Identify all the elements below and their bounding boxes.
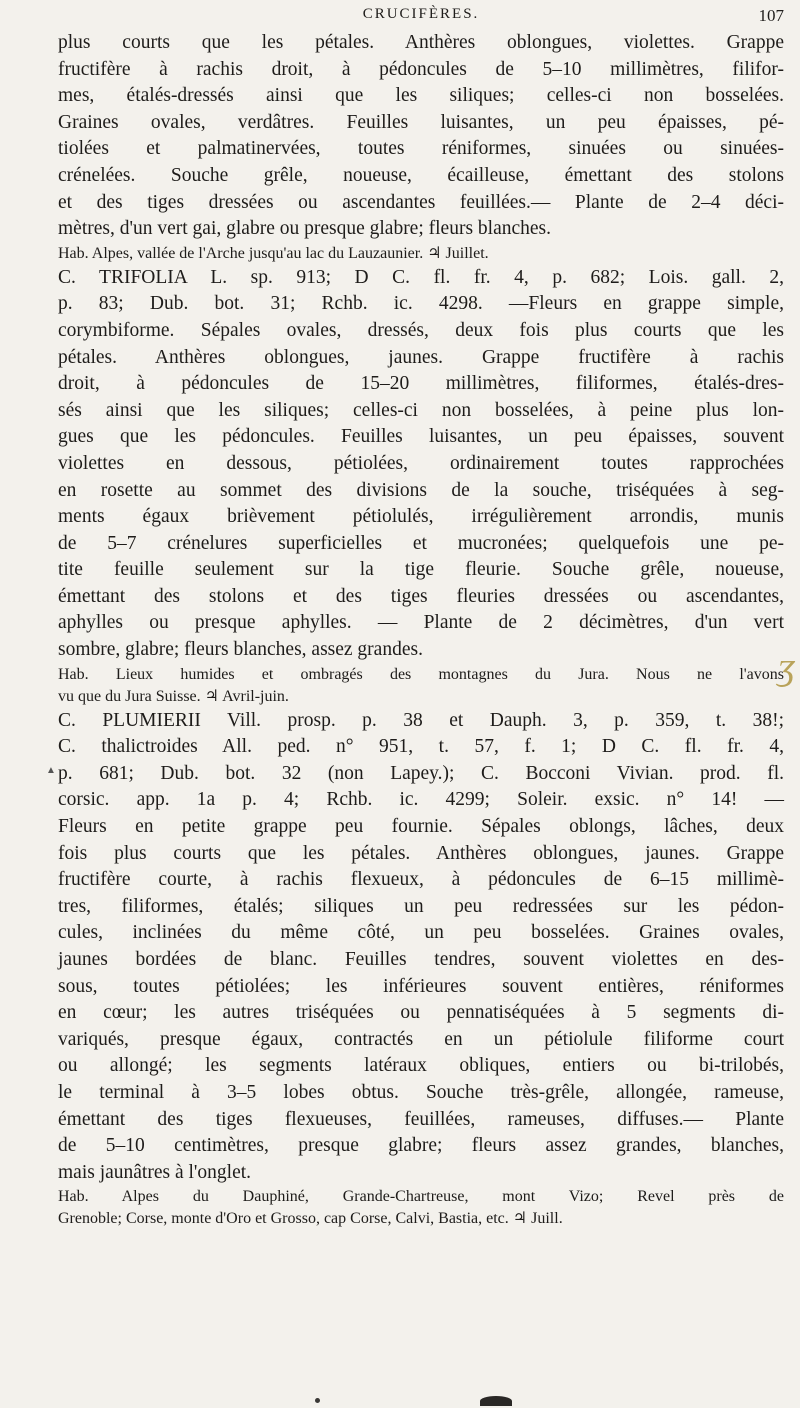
text-line: variqués, presque égaux, contractés en un pétiolule filiforme court xyxy=(58,1028,784,1050)
text-line: ments égaux brièvement pétiolulés, irrégulièrement arrondis, munis xyxy=(58,506,784,528)
text-line: pétales. Anthères oblongues, jaunes. Grappe fructifère à rachis xyxy=(58,346,784,368)
text-line: p. 83; Dub. bot. 31; Rchb. ic. 4298. —Fleurs en grappe simple, xyxy=(58,293,784,315)
habitat-note-2 xyxy=(58,664,784,708)
text-line: violettes en dessous, pétiolées, ordinairement toutes rapprochées xyxy=(58,452,784,474)
text-line: sombre, glabre; fleurs blanches, assez grandes. xyxy=(58,639,423,661)
text-line: sés ainsi que les siliques; celles-ci non bosselées, à peine plus lon- xyxy=(58,399,784,421)
text-line: fois plus courts que les pétales. Anthères oblongues, jaunes. Grappe xyxy=(58,842,784,864)
text-line: droit, à pédoncules de 15–20 millimètres, filiformes, étalés-dres- xyxy=(58,373,784,395)
text-line: gues que les pédoncules. Feuilles luisantes, un peu épaisses, souvent xyxy=(58,426,784,448)
text-line: C. PLUMIERII Vill. prosp. p. 38 et Dauph. 3, p. 359, t. 38!; xyxy=(58,709,784,731)
text-line: Hab. Alpes du Dauphiné, Grande-Chartreuse, mont Vizo; Revel près de xyxy=(58,1188,784,1206)
text-line: fructifère courte, à rachis flexueux, à pédoncules de 6–15 millimè- xyxy=(58,869,784,891)
text-line: Hab. Lieux humides et ombragés des montagnes du Jura. Nous ne l'avons xyxy=(58,665,784,683)
text-line: tite feuille seulement sur la tige fleurie. Souche grêle, noueuse, xyxy=(58,559,784,581)
text-line: corymbiforme. Sépales ovales, dressés, deux fois plus courts que les xyxy=(58,319,784,341)
text-line: aphylles ou presque aphylles. — Plante de 2 décimètres, d'un vert xyxy=(58,612,784,634)
text-line: émettant des stolons et des tiges fleuries dressées ou ascendantes, xyxy=(58,585,784,607)
text-line: plus courts que les pétales. Anthères oblongues, violettes. Grappe xyxy=(58,32,784,53)
text-line: mètres, d'un vert gai, glabre ou presque glabre; fleurs blanches. xyxy=(58,218,552,240)
entry-cardamine-trifolia xyxy=(58,265,784,664)
entry-cardamine-plumierii xyxy=(58,708,784,1187)
text-line: le terminal à 3–5 lobes obtus. Souche très-grêle, allongée, rameuse, xyxy=(58,1081,784,1103)
text-line: crénelées. Souche grêle, noueuse, écailleuse, émettant des stolons xyxy=(58,164,784,186)
text-line: corsic. app. 1a p. 4; Rchb. ic. 4299; Soleir. exsic. n° 14! — xyxy=(58,789,784,811)
text-line: p. 681; Dub. bot. 32 (non Lapey.); C. Bocconi Vivian. prod. fl. xyxy=(58,762,784,784)
text-line: tiolées et palmatinervées, toutes réniformes, sinuées ou sinuées- xyxy=(58,138,784,160)
text-line: tres, filiformes, étalés; siliques un peu redressées sur les pédon- xyxy=(58,895,784,917)
text-line: C. thalictroides All. ped. n° 951, t. 57, f. 1; D C. fl. fr. 4, xyxy=(58,736,784,758)
text-line: en rosette au sommet des divisions de la souche, triséquées à seg- xyxy=(58,479,784,501)
paragraph-1 xyxy=(58,30,784,243)
text-line: Grenoble; Corse, monte d'Oro et Grosso, cap Corse, Calvi, Bastia, etc. ♃ Juill. xyxy=(58,1210,563,1228)
ink-speck xyxy=(315,1398,320,1403)
header-title: CRUCIFÈRES. xyxy=(362,6,480,22)
text-line: mais jaunâtres à l'onglet. xyxy=(58,1161,252,1183)
text-line: de 5–10 centimètres, presque glabre; fleurs assez grandes, blanches, xyxy=(58,1135,784,1157)
text-line: Graines ovales, verdâtres. Feuilles luisantes, un peu épaisses, pé- xyxy=(58,111,784,133)
habitat-note-3 xyxy=(58,1186,784,1230)
margin-dot: ▲ xyxy=(46,765,56,776)
margin-pencil-mark: ʒ xyxy=(778,646,795,688)
ink-smudge xyxy=(480,1396,512,1406)
text-line: en cœur; les autres triséquées ou pennatiséquées à 5 segments di- xyxy=(58,1002,784,1024)
text-line: C. TRIFOLIA L. sp. 913; D C. fl. fr. 4, p. 682; Lois. gall. 2, xyxy=(58,266,784,288)
text-line: de 5–7 crénelures superficielles et mucronées; quelquefois une pe- xyxy=(58,532,784,554)
text-line: fructifère à rachis droit, à pédoncules de 5–10 millimètres, filifor- xyxy=(58,58,784,80)
text-line: ou allongé; les segments latéraux obliques, entiers ou bi-trilobés, xyxy=(58,1055,784,1077)
text-line: cules, inclinées du même côté, un peu bosselées. Graines ovales, xyxy=(58,922,784,944)
text-line: vu que du Jura Suisse. ♃ Avril-juin. xyxy=(58,687,289,705)
text-line: émettant des tiges flexueuses, feuillées, rameuses, diffuses.— Plante xyxy=(58,1108,784,1130)
text-line: mes, étalés-dressés ainsi que les siliques; celles-ci non bosselées. xyxy=(58,85,784,107)
page-body xyxy=(58,30,784,1230)
habitat-note-1 xyxy=(58,243,784,265)
page-number: 107 xyxy=(758,6,784,25)
text-line: jaunes bordées de blanc. Feuilles tendres, souvent violettes en des- xyxy=(58,949,784,970)
text-line: et des tiges dressées ou ascendantes feuillées.— Plante de 2–4 déci- xyxy=(58,191,784,213)
running-header xyxy=(58,6,784,32)
text-line: Fleurs en petite grappe peu fournie. Sépales oblongs, lâches, deux xyxy=(58,816,784,838)
text-line: sous, toutes pétiolées; les inférieures souvent entières, réniformes xyxy=(58,975,784,997)
text-line: Hab. Alpes, vallée de l'Arche jusqu'au lac du Lauzaunier. ♃ Juillet. xyxy=(58,244,489,262)
